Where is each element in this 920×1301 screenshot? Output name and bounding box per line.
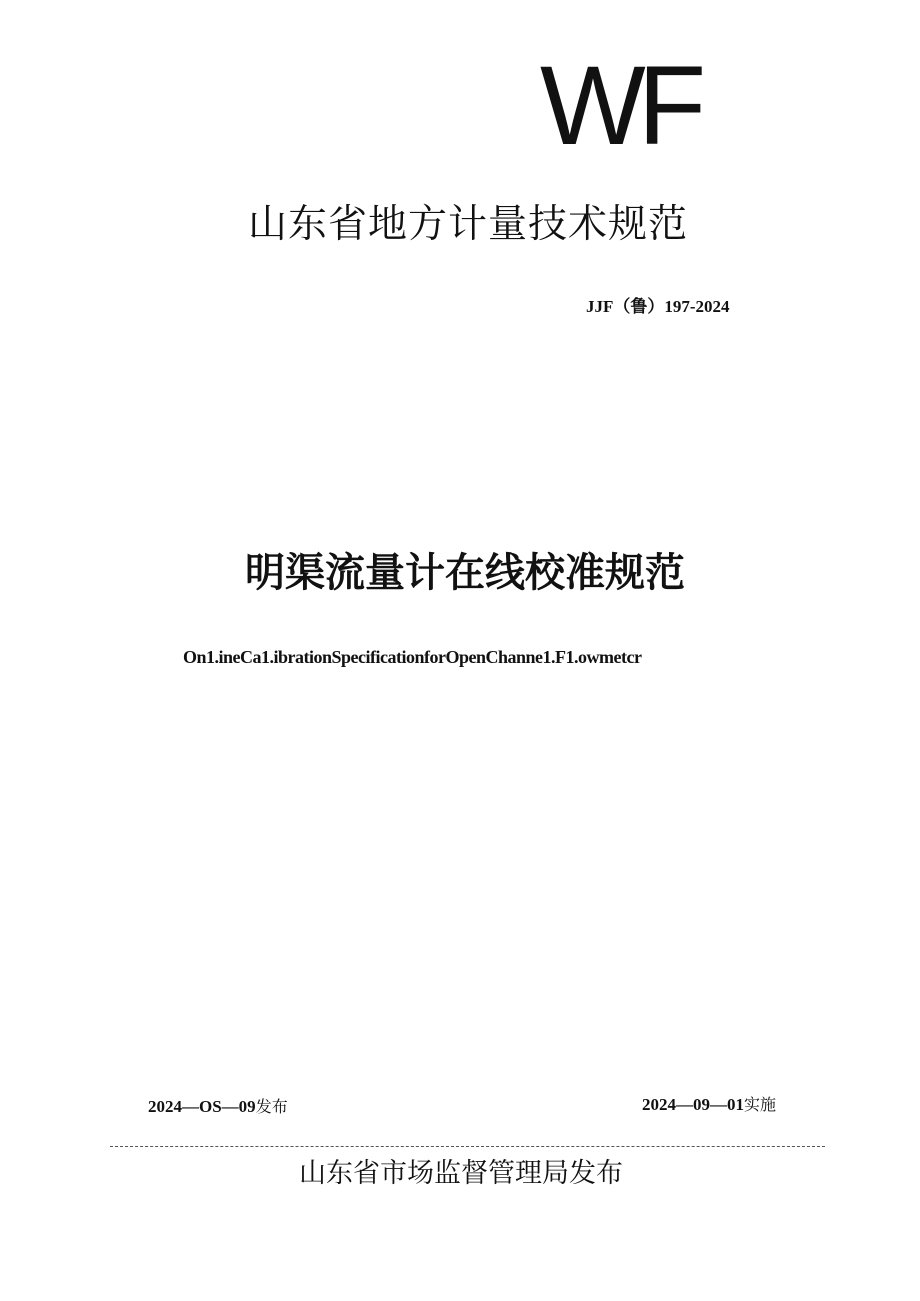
document-title-chinese: 明渠流量计在线校准规范 bbox=[245, 550, 685, 596]
logo: WF bbox=[540, 43, 699, 168]
effective-date bbox=[642, 1096, 776, 1113]
divider-line bbox=[110, 1146, 825, 1147]
publish-date-value: 2024—OS—09 bbox=[148, 1097, 256, 1116]
series-title: 山东省地方计量技术规范 bbox=[248, 202, 689, 247]
document-title-english: On1.ineCa1.ibrationSpecificationforOpenChanne1.F1.owmetcr bbox=[183, 647, 642, 667]
effective-date-suffix: 实施 bbox=[744, 1095, 777, 1114]
document-code: JJF（鲁）197-2024 bbox=[586, 297, 730, 316]
issuing-authority: 山东省市场监督管理局发布 bbox=[299, 1158, 623, 1189]
publish-date-suffix: 发布 bbox=[255, 1097, 288, 1116]
effective-date-value: 2024—09—01 bbox=[642, 1095, 744, 1114]
publish-date bbox=[148, 1098, 288, 1115]
